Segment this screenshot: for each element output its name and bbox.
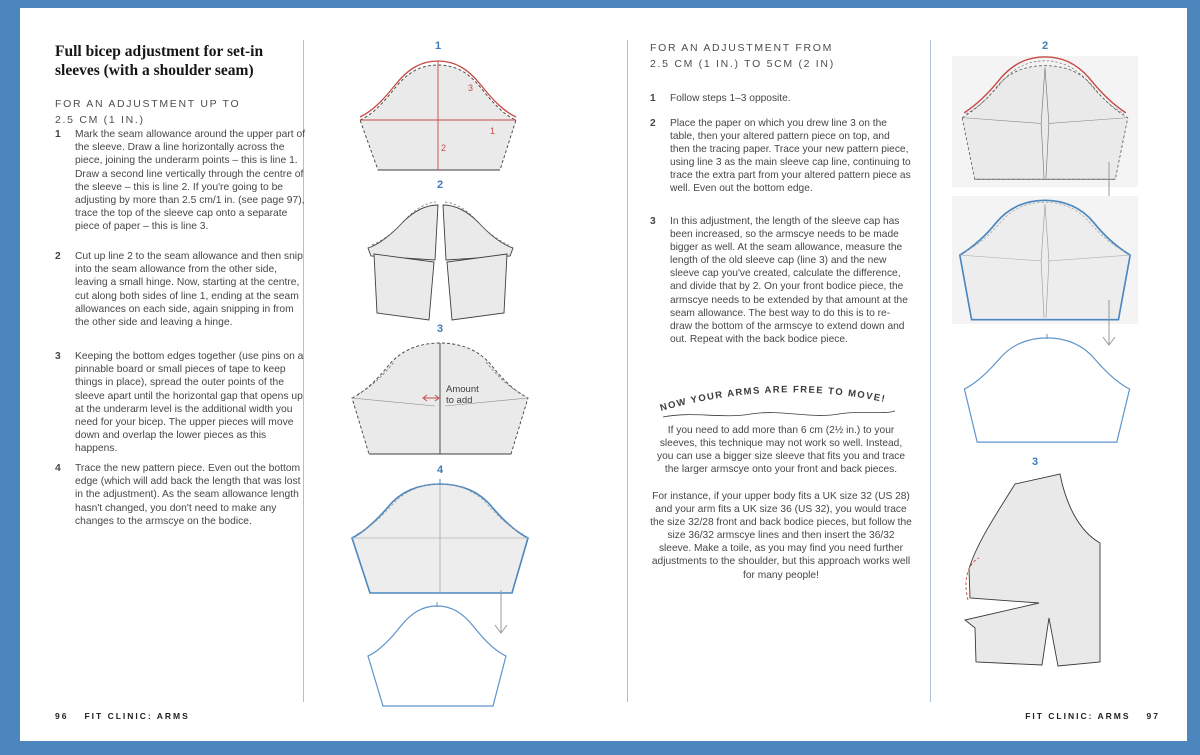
step-number: 3: [55, 351, 61, 362]
step-item: [650, 215, 912, 346]
figure-sleeve-marked-lines: [352, 56, 524, 178]
step-item: [650, 92, 912, 105]
note-paragraph: If you need to add more than 6 cm (2½ in.) to your sleeves, this technique may not work so well. Instead, you can use a bigger size sleeve that fits you and trace the larger armscye onto your front and back pieces.: [656, 425, 906, 476]
figure-label: 1: [434, 40, 442, 52]
figure-sleeve-spread: [345, 336, 535, 462]
step-text: Keeping the bottom edges together (use pins on a pinnable board or small pieces of tape to keep things in place), spread the outer points of the sleeve apart until the horizontal gap that opens up at the underarm level is the additional width you need for your bicep. The upper pieces will move down and overlap the lower pieces as this happens.: [75, 351, 304, 455]
page-footer: [1025, 711, 1160, 721]
amount-label: Amount: [446, 384, 479, 395]
section-subhead: [55, 96, 307, 129]
page-footer: [55, 711, 190, 721]
step-number: 2: [650, 118, 656, 129]
step-text: In this adjustment, the length of the sleeve cap has been increased, so the armscye needs to be made bigger as well. At the seam allowance, measure the length of the old sleeve cap (line 3) and the new sleeve cap you've created, calculate the difference, and divide that by 2. On your front bodice piece, the armscye needs to be extended by that amount at the seam allowance. The best way to do this is to re-draw the bottom of the armscye to extend down and out. Repeat with the back bodice piece.: [670, 216, 908, 345]
step-number: 2: [55, 251, 61, 262]
figure-final-sleeve-outline: [362, 600, 512, 712]
step-item: [55, 350, 307, 456]
column-divider: [930, 40, 931, 702]
step-text: Place the paper on which you drew line 3 on the table, then your altered pattern piece on top, and then the tracing paper. Trace your new pattern piece, using line 3 as the main sleeve cap line, continuing to trace the extra part from your altered pattern piece as well. Even out the bottom edge.: [670, 118, 911, 195]
subhead-line: FOR AN ADJUSTMENT UP TO: [55, 98, 241, 110]
figure-label: 3: [436, 323, 444, 335]
footer-section-label: FIT CLINIC: ARMS: [84, 711, 190, 721]
step-item: [55, 462, 307, 528]
figure-label: 3: [1031, 456, 1039, 468]
subhead-line: 2.5 CM (1 IN.): [55, 114, 145, 127]
figure-final-sleeve-outline: [956, 332, 1138, 448]
step-number: 3: [650, 216, 656, 227]
callout-text: NOW YOUR ARMS ARE FREE TO MOVE!: [658, 384, 887, 414]
footer-section-label: FIT CLINIC: ARMS: [1025, 711, 1131, 721]
step-text: Cut up line 2 to the seam allowance and then snip into the seam allowance from the other side, leaving a small hinge. Now, starting at the centre, cut along both sides of line 1, ending at the seam allowances on each side, again snipping in from the other side and leaving a hinge.: [75, 251, 303, 329]
figure-bodice-front-piece: [957, 470, 1107, 670]
figure-new-pattern-traced: [345, 478, 535, 600]
footer-page-number: 97: [1146, 711, 1160, 721]
step-item: [650, 117, 912, 196]
svg-text:NOW YOUR ARMS ARE FREE TO MOVE: [659, 384, 887, 414]
section-subhead: [650, 40, 912, 73]
step-number: 1: [55, 129, 61, 140]
figure-label: 2: [436, 179, 444, 191]
step-text: Follow steps 1–3 opposite.: [670, 93, 791, 104]
figure-sleeve-cut-pieces: [345, 192, 535, 324]
step-number: 1: [650, 93, 656, 104]
step-number: 4: [55, 463, 61, 474]
footer-page-number: 96: [55, 711, 69, 721]
line-2-label: 2: [441, 143, 447, 153]
line-1-label: 1: [490, 126, 496, 136]
step-text: Mark the seam allowance around the upper part of the sleeve. Draw a line horizontally across the piece, joining the underarm points – this is line 1. Draw a second line vertically through the centre of the sleeve – this is line 2. If you're going to be adjusting by more than 2.5 cm/1 in. (see page 97), trace the top of the sleeve cap onto a separate piece of paper – this is line 3.: [75, 129, 306, 233]
amount-label: to add: [446, 395, 473, 406]
callout-arc: [657, 371, 902, 421]
step-text: Trace the new pattern piece. Even out the bottom edge (which will add back the length that was lost in the adjustment). As the seam allowance length hasn't changed, you don't need to make any changes to the armscye on the bodice.: [75, 463, 301, 527]
figure-label: 4: [436, 464, 444, 476]
line-3-label: 3: [468, 83, 474, 93]
callout-wave-underline: [663, 411, 895, 417]
subhead-line: FOR AN ADJUSTMENT FROM: [650, 42, 834, 54]
step-item: [55, 128, 307, 234]
step-item: [55, 250, 307, 329]
page-gutter-divider: [627, 40, 628, 702]
figure-label: 2: [1041, 40, 1049, 52]
note-paragraph: For instance, if your upper body fits a UK size 32 (US 28) and your arm fits a UK size 36 (US 32), you would trace the size 32/28 front and back bodice pieces, but follow the size 36/32 armscye lines and then insert the 36/32 sleeve. Make a toile, as you may find you need further adjustments to the shoulder, but this approach works well for many people!: [650, 491, 912, 581]
page-title: Full bicep adjustment for set-in sleeves (with a shoulder seam): [55, 43, 264, 80]
subhead-line: 2.5 CM (1 IN.) TO 5CM (2 IN): [650, 58, 835, 71]
